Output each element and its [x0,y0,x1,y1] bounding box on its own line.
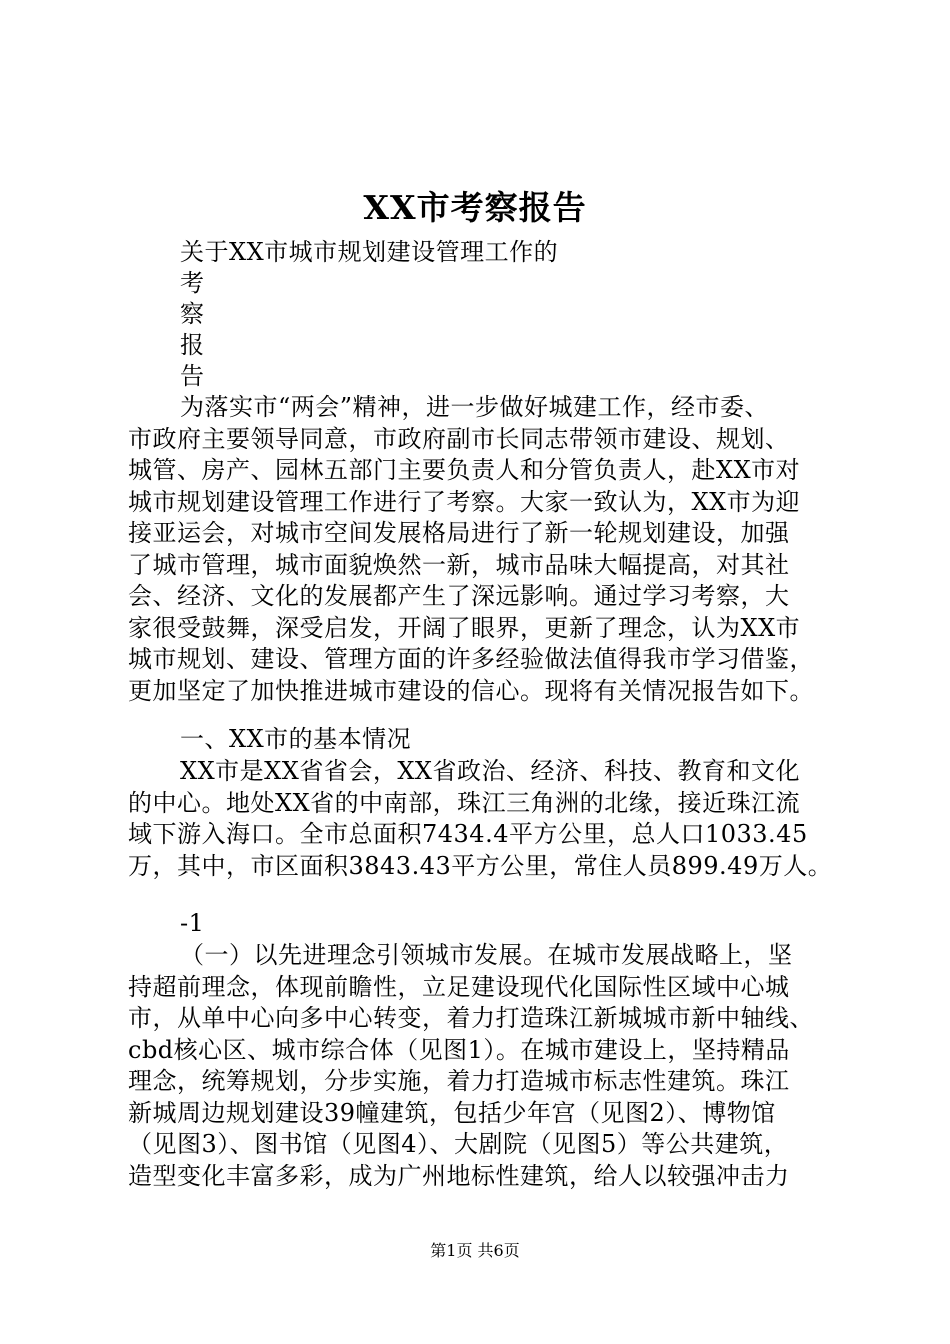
page-title: XX市考察报告 [363,188,587,227]
page-footer: 第1页 共6页 [430,1241,520,1260]
text-line: 市，从单中心向多中心转变，着力打造珠江新城城市新中轴线、 [128,1004,814,1032]
intro-paragraph [128,392,848,707]
text-line: XX市是XX省省会，XX省政治、经济、科技、教育和文化 [180,757,801,785]
text-line: 域下游入海口。全市总面积7434.4平方公里，总人口1033.45 [128,820,808,848]
text-line: 了城市管理，城市面貌焕然一新，城市品味大幅提高，对其社 [128,550,790,579]
page-marker [128,908,848,940]
text-line: 会、经济、文化的发展都产生了深远影响。通过学习考察，大 [128,582,790,610]
concept-paragraph [128,940,848,1192]
text-line: 的中心。地处XX省的中南部，珠江三角洲的北缘，接近珠江流 [128,788,801,817]
text-line: 市政府主要领导同意，市政府副市长同志带领市建设、规划、 [128,424,790,453]
text-line: 城市规划、建设、管理方面的许多经验做法值得我市学习借鉴， [128,645,814,673]
text-line: cbd核心区、城市综合体（见图1）。在城市建设上，坚持精品 [128,1035,790,1064]
subtitle-vertical-char: 考 [180,269,204,297]
basic-info-paragraph [128,756,848,882]
text-line: 更加坚定了加快推进城市建设的信心。现将有关情况报告如下。 [128,676,814,705]
text-line: （见图3）、图书馆（见图4）、大剧院（见图5）等公共建筑， [128,1130,789,1158]
text-line: 家很受鼓舞，深受启发，开阔了眼界，更新了理念，认为XX市 [128,613,801,642]
page-marker-text: -1 [180,909,205,937]
report-subtitle: 关于XX市城市规划建设管理工作的 [180,238,559,266]
text-line: 城市规划建设管理工作进行了考察。大家一致认为，XX市为迎 [128,487,801,516]
text-line: 接亚运会，对城市空间发展格局进行了新一轮规划建设，加强 [128,519,790,547]
section-1-heading: 一、XX市的基本情况 [180,725,412,753]
text-line: 城管、房产、园林五部门主要负责人和分管负责人，赴XX市对 [128,456,801,484]
text-line: 为落实市“两会”精神，进一步做好城建工作，经市委、 [180,393,770,421]
text-line: 持超前理念，体现前瞻性，立足建设现代化国际性区域中心城 [128,972,790,1001]
text-line: 理念，统筹规划，分步实施，着力打造城市标志性建筑。珠江 [128,1067,790,1095]
text-line: 万，其中，市区面积3843.43平方公里，常住人员899.49万人。 [128,851,833,880]
subtitle-vertical-char: 报 [180,331,204,359]
text-line: 造型变化丰富多彩，成为广州地标性建筑，给人以较强冲击力 [128,1161,790,1190]
subtitle-vertical-char: 察 [180,300,204,328]
subtitle-vertical-char: 告 [180,362,204,390]
section-heading [128,724,848,756]
text-line: （一）以先进理念引领城市发展。在城市发展战略上，坚 [180,941,793,969]
text-line: 新城周边规划建设39幢建筑，包括少年宫（见图2）、博物馆 [128,1098,776,1127]
